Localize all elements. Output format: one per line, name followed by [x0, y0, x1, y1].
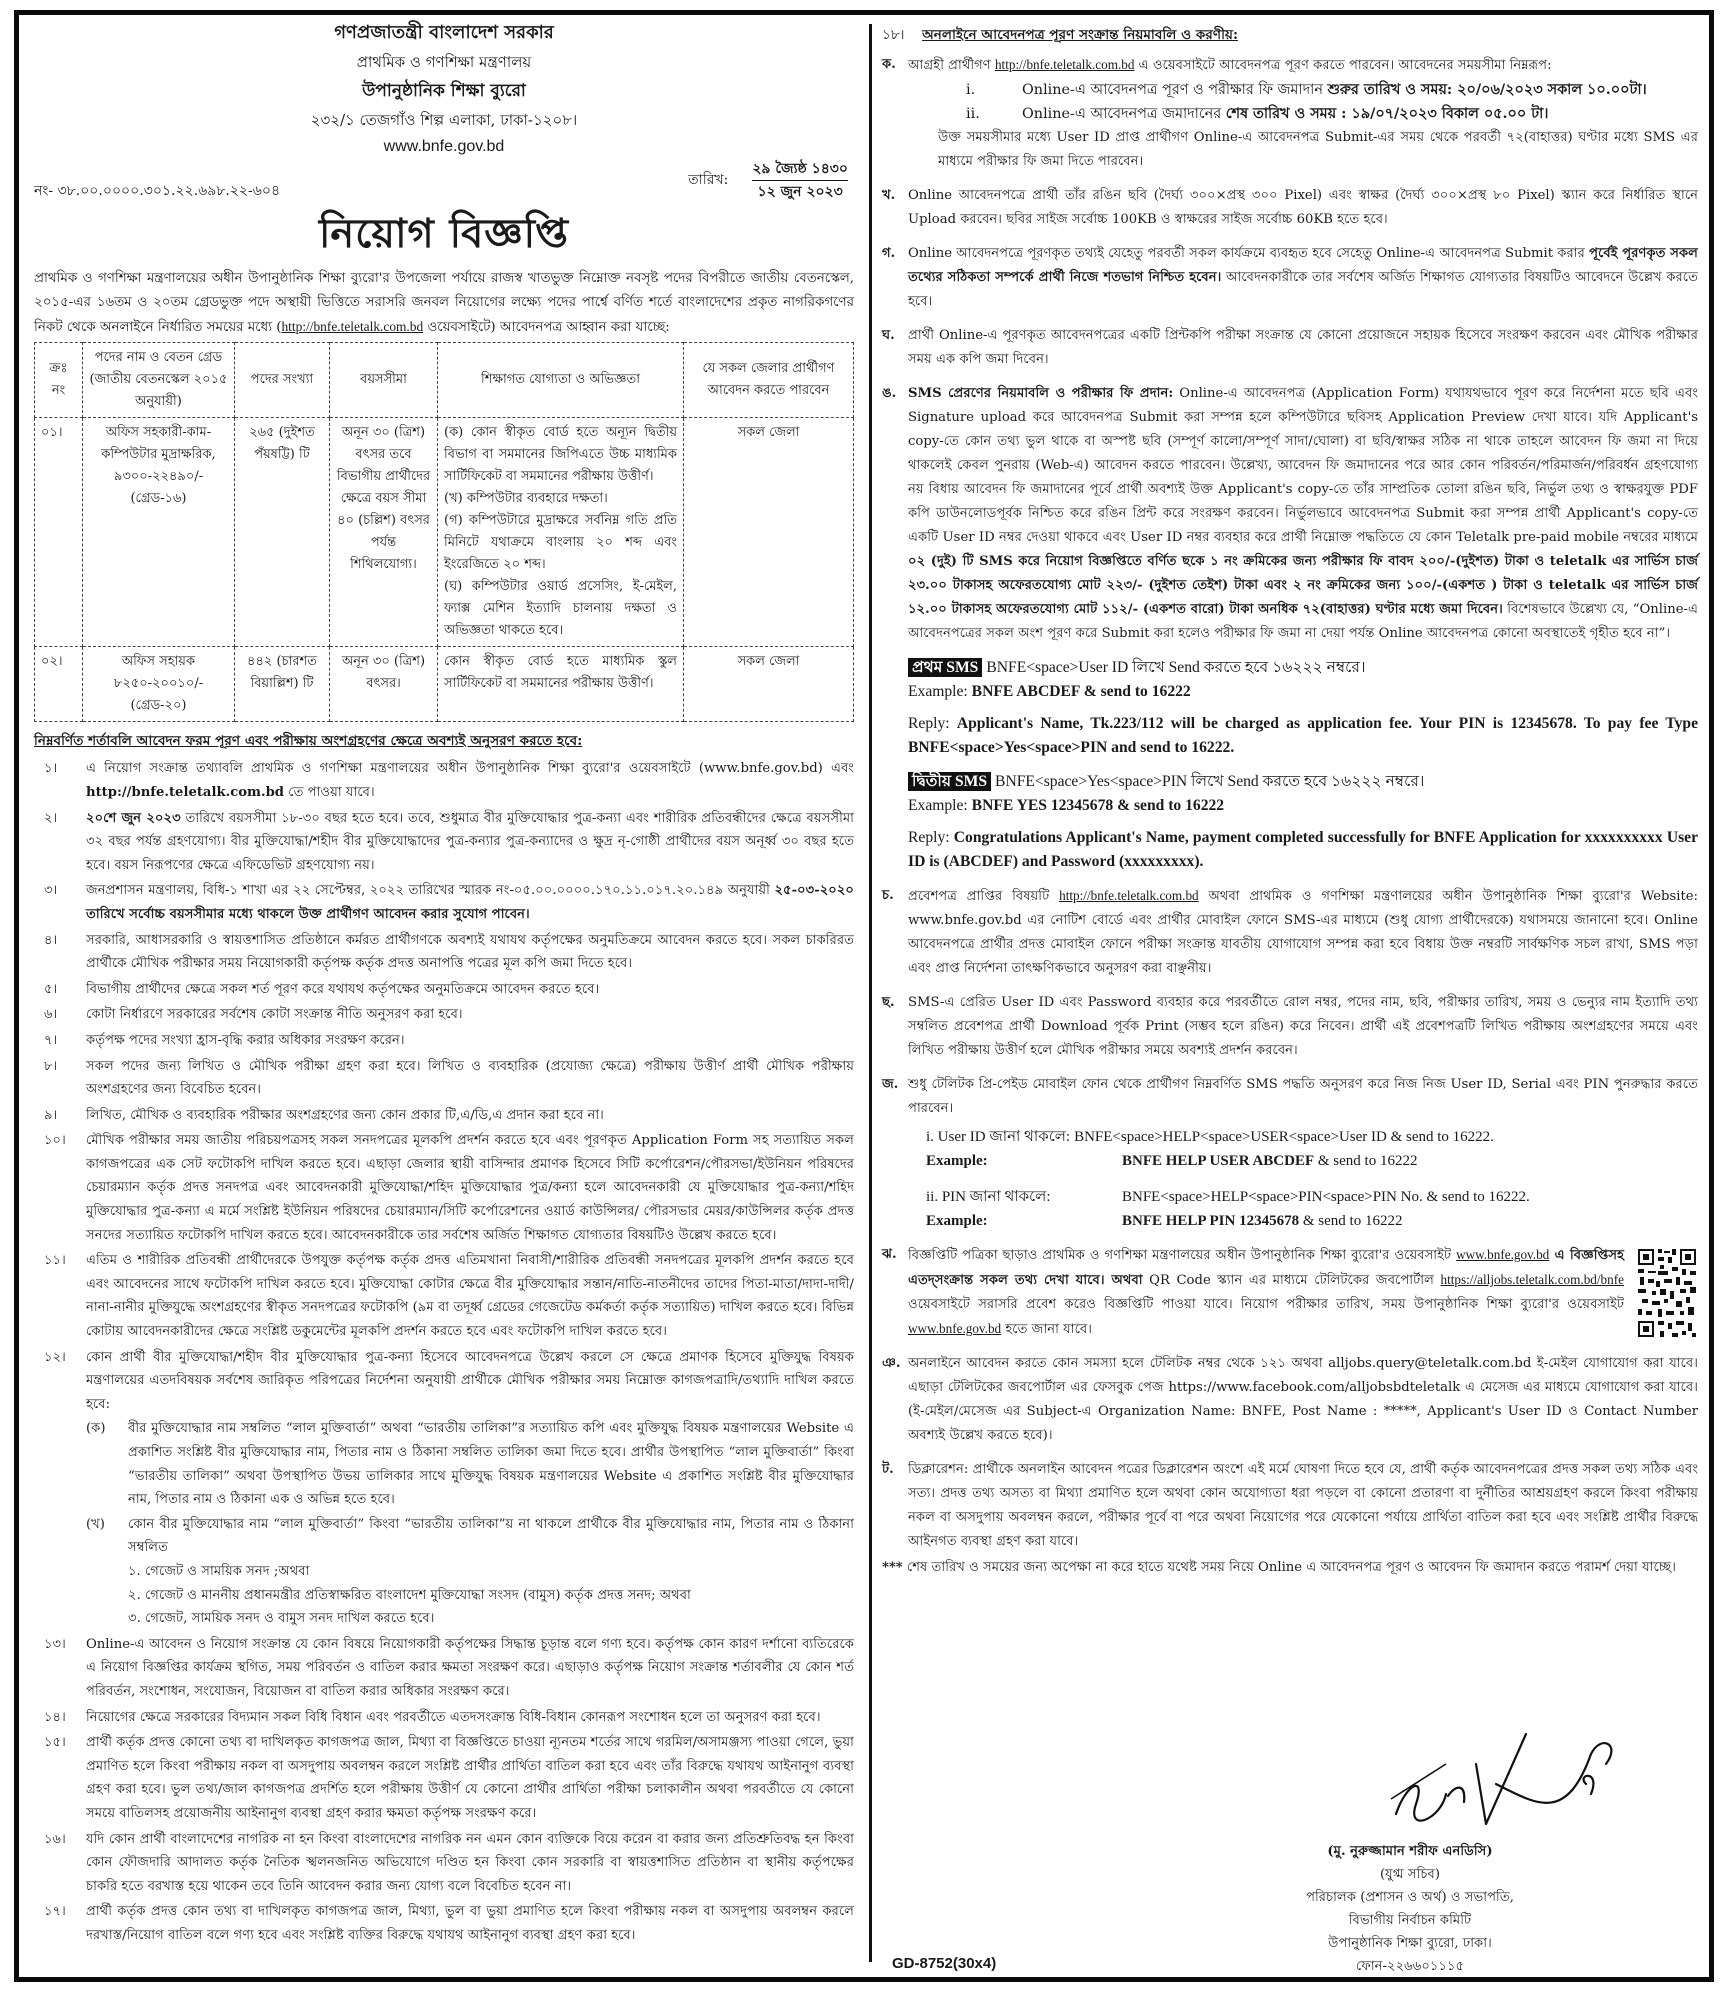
- table-row: [35, 418, 854, 647]
- cell-age: অনূন ৩০ (ত্রিশ) বৎসর।: [330, 647, 438, 722]
- reply-text: Applicant's Name, Tk.223/112 will be charged as application fee. Your PIN is 12345678. To pay fee Type BNFE<space>Yes<space>PIN and send to 16222.: [908, 715, 1698, 757]
- item-number: ১৮।: [882, 27, 905, 43]
- cell-count: ৪৪২ (চারশত বিয়াল্লিশ) টি: [235, 647, 330, 722]
- condition-item: [34, 1003, 854, 1027]
- item-bold-date: ২০শে জুন ২০২৩: [86, 810, 181, 826]
- condition-item: [34, 1731, 854, 1825]
- sub-item-label: (ক): [86, 1421, 106, 1437]
- reply-text: Congratulations Applicant's Name, payment completed successfully for BNFE Application for xxxxxxxxxx User ID is (ABCDEF) and Password (xxxxxxxxx).: [908, 829, 1698, 871]
- online-item-umo: [882, 382, 1698, 646]
- handwritten-signature: [1386, 1724, 1626, 1834]
- item-label: খ.: [882, 188, 896, 204]
- reply-label: Reply:: [908, 829, 950, 847]
- example-label: Example:: [908, 797, 968, 815]
- item-number: ১৫।: [44, 1735, 66, 1751]
- condition-item: [34, 879, 854, 926]
- sms-instruction: BNFE<space>Yes<space>PIN লিখে Send করতে হবে ১৬২২২ নম্বরে।: [995, 773, 1425, 791]
- condition-item: [34, 1029, 854, 1053]
- item-text: তারিখে বয়সসীমা ১৮-৩০ বছর হতে হবে। তবে, শুধুমাত্র বীর মুক্তিযোদ্ধার পুত্র-কন্যা এবং শারীরিক প্রতিবন্ধীদের ক্ষেত্রে বয়সসীমা ৩২ বছর পর্যন্ত গ্রহণযোগ্য। বীর মুক্তিযোদ্ধা/শহীদ বীর মুক্তিযোদ্ধাদের পুত্র-কন্যার পুত্র-কন্যাদের ও ক্ষুদ্র নৃ-গোষ্ঠী প্রার্থীদের বয়স অনূর্ধ্ব ৩০ বছর হতে হবে। বয়স নিরূপণের ক্ষেত্রে এফিডেভিট গ্রহণযোগ্য নয়।: [86, 810, 855, 873]
- item-text: কোটা নির্ধারণে সরকারের সর্বশেষ কোটা সংক্রান্ত নীতি অনুসরণ করা হবে।: [86, 1007, 463, 1023]
- item-text: মৌখিক পরীক্ষার সময় জাতীয় পরিচয়পত্রসহ সকল সনদপত্রের মূলকপি প্রদর্শন করতে হবে এবং পূরণকৃত Application Form সহ সত্যায়িত সকল কাগজপত্রের এক সেট ফটোকপি দাখিল করতে হবে। এছাড়া জেলার স্থায়ী বাসিন্দার প্রমাণক হিসেবে সিটি কর্পোরেশন/পৌরসভা/ইউনিয়ন পরিষদের চেয়ারম্যান কর্তৃক প্রদত্ত সনদপত্র এবং আবেদনকারী মুক্তিযোদ্ধা/শহিদ মুক্তিযোদ্ধার পুত্র/কন্যা হলে আবেদনকারী যে মুক্তিযোদ্ধার পুত্র-কন্যা/শহিদ মুক্তিযোদ্ধার পুত্র-কন্যা এ মর্মে সংশ্লিষ্ট ইউনিয়ন পরিষদের চেয়ারম্যান/সিটি কর্পোরেশনের ওয়ার্ড কাউন্সিলর/ পৌরসভার মেয়র/কাউন্সিলর কর্তৃক প্রদত্ত সনদের সত্যায়িত ফটোকপি দাখিল করতে হবে। আবেদনকারীকে তার সর্বশেষ অর্জিত শিক্ষাগত যোগ্যতার বিষয়টিও উল্লেখ করতে হবে।: [86, 1133, 854, 1243]
- item-label: জ.: [882, 1077, 899, 1093]
- condition-item: [34, 929, 854, 976]
- table-header-row: [35, 343, 854, 418]
- qr-code-icon[interactable]: [1636, 1247, 1698, 1339]
- qualification-line: (ক) কোন স্বীকৃত বোর্ড হতে অন্যূন দ্বিতীয় বিভাগ বা সমমানের জিপিএতে উচ্চ মাধ্যমিক সার্টিফিকেট বা সমমানের পরীক্ষায় উত্তীর্ণ।: [444, 425, 677, 484]
- help-pin-example: [882, 1209, 1698, 1233]
- item-number: ৭।: [44, 1032, 58, 1048]
- item-bold-text: ২৫-০৩-২০২০ তারিখে সর্বোচ্চ বয়সসীমার মধ্যে থাকলে উক্ত প্রার্থীগণ আবেদন করার সুযোগ পাবেন।: [86, 883, 854, 922]
- memo-row: [34, 158, 854, 203]
- cell-post: অফিস সহকারী-কাম-কম্পিউটার মুদ্রাক্ষরিক, ৯৩০০-২২৪৯০/- (গ্রেড-১৬): [83, 418, 235, 647]
- condition-item: [34, 757, 854, 804]
- condition-item: [34, 1346, 854, 1631]
- government-name: গণপ্রজাতন্ত্রী বাংলাদেশ সরকার: [334, 22, 554, 43]
- item-number: ১২।: [44, 1349, 66, 1365]
- alljobs-link[interactable]: https://alljobs.teletalk.com.bd/bnfe: [1440, 1272, 1624, 1288]
- item-label: ক.: [882, 57, 896, 73]
- item-bold-text: এ বিজ্ঞপ্তিসহ এতদ্‌সংক্রান্ত সকল তথ্য দেখা যাবে। অথবা: [908, 1248, 1624, 1289]
- bnfe-website-link[interactable]: www.bnfe.gov.bd: [908, 1321, 1002, 1337]
- intro-text-tail: ওয়েবসাইটে) আবেদনপত্র আহ্বান করা যাচ্ছে:: [423, 320, 670, 335]
- item-text: শুধু টেলিটক প্রি-পেইড মোবাইল ফোন থেকে প্রার্থীগণ নিম্নবর্ণিত SMS পদ্ধতি অনুসরণ করে নিজ নিজ User ID, Serial এবং PIN পুনরুদ্ধার করতে পারবেন।: [908, 1077, 1698, 1117]
- bureau-name: উপানুষ্ঠানিক শিক্ষা ব্যুরো: [362, 81, 526, 101]
- condition-item: [34, 1129, 854, 1247]
- signatory-block: [1130, 1840, 1690, 1978]
- online-item-ka: [882, 53, 1698, 174]
- cell-count: ২৬৫ (দুইশত পঁয়ষট্টি) টি: [235, 418, 330, 647]
- first-sms-tag: প্রথম SMS: [908, 658, 982, 677]
- reply-label: Reply:: [908, 715, 950, 733]
- online-item-jha: [882, 1243, 1698, 1342]
- qualification-line: (খ) কম্পিউটার ব্যবহারে দক্ষতা।: [444, 491, 608, 506]
- item-label: ছ.: [882, 995, 895, 1011]
- cell-qualification: [438, 647, 684, 722]
- section-title: অনলাইনে আবেদনপত্র পূরণ সংক্রান্ত নিয়মাবলি ও করণীয়:: [922, 27, 1238, 43]
- intro-text: প্রাথমিক ও গণশিক্ষা মন্ত্রণালয়ের অধীন উপানুষ্ঠানিক শিক্ষা ব্যুরো'র উপজেলা পর্যায়ে রাজস্ব খাতভুক্ত নিম্নোক্ত নবসৃষ্ট পদের বিপরীতে জাতীয় বেতনস্কেল, ২০১৫-এর ১৬তম ও ২০তম গ্রেডভুক্ত পদে অস্থায়ী ভিত্তিতে সরাসরি জনবল নিয়োগের লক্ষ্যে পদের পার্শ্বে বর্ণিত শর্তে বাংলাদেশের প্রকৃত নাগরিকগণের নিকট থেকে অনলাইনে নির্ধারিত সময়ের মধ্যে (: [34, 271, 854, 335]
- date-label: তারিখ:: [688, 172, 729, 189]
- item-text: প্রার্থী Online-এ পূরণকৃত আবেদনপত্রের একটি প্রিন্টকপি পরীক্ষা সংক্রান্ত যে কোনো প্রয়োজনে সহায়ক হিসেবে সংরক্ষণ করবেন এবং মৌখিক পরীক্ষার সময় এক কপি জমা দিবেন।: [908, 328, 1698, 368]
- item-number: ১৪।: [44, 1709, 66, 1725]
- start-date-text: Online-এ আবেদনপত্র পূরণ ও পরীক্ষার ফি জমাদান: [1022, 82, 1328, 99]
- item-number: ১৩।: [44, 1636, 66, 1652]
- online-item-gha: [882, 324, 1698, 372]
- condition-item: [34, 1104, 854, 1128]
- item-text: বিভাগীয় প্রার্থীদের ক্ষেত্রে সকল শর্ত পূরণ করে যথাযথ কর্তৃপক্ষের অনুমতিক্রমে আবেদন করতে হবে।: [86, 981, 600, 997]
- example-command: BNFE YES 12345678 & send to 16222: [971, 797, 1225, 815]
- ministry-name: প্রাথমিক ও গণশিক্ষা মন্ত্রণালয়: [356, 53, 532, 71]
- qualification-line: কোন স্বীকৃত বোর্ড হতে মাধ্যমিক স্কুল সার্টিফিকেট বা সমমানের পরীক্ষায় উত্তীর্ণ।: [444, 654, 677, 691]
- item-label: ঘ.: [882, 328, 895, 344]
- item-text: প্রার্থী কর্তৃক প্রদত্ত কোনো তথ্য বা দাখিলকৃত কাগজপত্র জাল, মিথ্যা বা বিজ্ঞপ্তিতে চাওয়া ন্যূনতম শর্তের সাথে গরমিল/অসামঞ্জস্য পাওয়া গেলে, ভুয়া প্রমাণিত হলে কিংবা পরীক্ষায় নকল বা অসদুপায় অবলম্বন করলে সংশ্লিষ্ট প্রার্থীর প্রার্থিতা বাতিল করা হবে এবং তাঁর বিরুদ্ধে যথাযথ আইনানুগ ব্যবস্থা গ্রহণ করা হবে। ভুল তথ্য/জাল কাগজপত্র প্রদর্শিত হলে পরীক্ষায় উত্তীর্ণ যে কোনো প্রার্থীর প্রার্থিতা পরীক্ষা চলাকালীন অথবা পরবর্তীতে যে কোনো সময়ে বাতিলসহ প্রয়োজনীয় আইনানুগ ব্যবস্থা গ্রহণ করার ক্ষমতা কর্তৃপক্ষ সংরক্ষণ করে।: [86, 1735, 854, 1821]
- item-text: অনলাইনে আবেদন করতে কোন সমস্যা হলে টেলিটক নম্বর থেকে ১২১ অথবা alljobs.query@teletalk.com.bd ই-মেইল যোগাযোগ করা যাবে। এছাড়া টেলিটকের জবপোর্টাল এর ফেসবুক পেজ https://www.facebook.com/alljobsbdteletalk এ মেসেজ এর মাধ্যমে যোগাযোগ করা যাবে। (ই-মেইল/মেসেজ এর Subject-এ Organization Name: BNFE, Post Name : *****, Applicant's User ID ও Contact Number অবশ্যই উল্লেখ করতে হবে)।: [908, 1356, 1698, 1444]
- item-number: ৫।: [44, 981, 58, 997]
- item-label: চ.: [882, 888, 894, 904]
- stars-marker: ***: [882, 1560, 903, 1576]
- cell-serial: ০১।: [35, 418, 83, 647]
- item-label: ঙ.: [882, 386, 897, 402]
- teletalk-link[interactable]: http://bnfe.teletalk.com.bd: [281, 319, 424, 334]
- col-header-post: পদের নাম ও বেতন গ্রেড (জাতীয় বেতনস্কেল ২০১৫ অনুযায়ী): [83, 343, 235, 418]
- item-bold-text: SMS প্রেরণের নিয়মাবলি ও পরীক্ষার ফি প্রদান:: [908, 386, 1174, 402]
- roman-label: i.: [966, 82, 976, 99]
- item-text: সকল পদের জন্য লিখিত ও মৌখিক পরীক্ষা গ্রহণ করা হবে। লিখিত ও ব্যবহারিক (প্রযোজ্য ক্ষেত্রে) পরীক্ষায় উত্তীর্ণ প্রার্থী মৌখিক পরীক্ষায় অংশগ্রহণের জন্য বিবেচিত হবেন।: [86, 1058, 854, 1098]
- signatory-rank: (যুগ্ম সচিব): [1380, 1867, 1440, 1882]
- teletalk-link[interactable]: http://bnfe.teletalk.com.bd: [994, 57, 1135, 73]
- item-text: Online আবেদনপত্রে পূরণকৃত তথ্যই যেহেতু পরবর্তী সকল কার্যক্রমে ব্যবহৃত হবে সেহেতু Online-এ আবেদনপত্র Submit করার: [908, 246, 1590, 262]
- signatory-phone: ফোন-২২৬৬০১১১৫: [1355, 1959, 1465, 1974]
- col-header-districts: যে সকল জেলার প্রার্থীগণ আবেদন করতে পারবেন: [684, 343, 854, 418]
- notice-title: নিয়োগ বিজ্ঞপ্তি: [318, 210, 569, 257]
- item-text: প্রবেশপত্র প্রাপ্তির বিষয়টি: [908, 889, 1060, 905]
- item-number: ১৬।: [44, 1831, 66, 1847]
- online-item-ja: [882, 1073, 1698, 1121]
- item-text: সরকারি, আধাসরকারি ও স্বায়ত্তশাসিত প্রতিষ্ঠানে কর্মরত প্রার্থীগণকে অবশ্যই যথাযথ কর্তৃপক্ষের অনুমতিক্রমে আবেদন করতে হবে। সকল চাকরিরত প্রার্থীকে মৌখিক পরীক্ষার সময় নিয়োগকারী কর্তৃপক্ষ কর্তৃক প্রদত্ত অনাপত্তি পত্রের মূল কপি জমা দিতে হবে।: [86, 932, 854, 972]
- item-bold-text: পূর্বেই পূরণকৃত সকল তথ্যের সঠিকতা সম্পর্কে প্রার্থী নিজে শতভাগ নিশ্চিত হবেন।: [908, 246, 1698, 286]
- condition-item: [34, 1249, 854, 1343]
- letterhead: [34, 18, 854, 160]
- gd-code: GD-8752(30x4): [892, 1955, 997, 1972]
- online-item-ga: [882, 242, 1698, 314]
- table-row: [35, 647, 854, 722]
- cell-serial: ০২।: [35, 647, 83, 722]
- item-text-tail: আবেদনকারীকে তার সর্বশেষ অর্জিত শিক্ষাগত যোগ্যতার বিষয়টিও আবেদনে উল্লেখ করতে হবে।: [908, 270, 1698, 310]
- item-number: ২।: [44, 810, 58, 826]
- sub-item-text: বীর মুক্তিযোদ্ধার নাম সম্বলিত “লাল মুক্তিবার্তা” অথবা “ভারতীয় তালিকা”র সত্যায়িত কপি এবং মুক্তিযুদ্ধ বিষয়ক মন্ত্রণালয়ের Website এ প্রকাশিত সংশ্লিষ্ট বীর মুক্তিযোদ্ধার নাম, পিতার নাম ও ঠিকানা সম্বলিত তালিকা জমা দিতে হবে। প্রার্থীর উপস্থাপিত “লাল মুক্তিবার্তা” কিংবা “ভারতীয় তালিকা” অথবা উপস্থাপিত উভয় তালিকার সাথে মুক্তিযুদ্ধ বিষয়ক মন্ত্রণালয়ের Website এ প্রকাশিত সংশ্লিষ্ট বীর মুক্তিযোদ্ধার নাম, পিতার নাম ও ঠিকানা এক ও অভিন্ন হতে হবে।: [128, 1421, 854, 1508]
- item-text: কোন প্রার্থী বীর মুক্তিযোদ্ধা/শহীদ বীর মুক্তিযোদ্ধার পুত্র-কন্যা হিসেবে আবেদনপত্রে উল্লেখ করলে সে ক্ষেত্রে প্রমাণক হিসেবে মুক্তিযুদ্ধ বিষয়ক মন্ত্রণালয়ের এতদবিষয়ক সর্বশেষ জারিকৃত পরিপত্রের নির্দেশনা অনুযায়ী প্রার্থীকে মৌখিক পরীক্ষার সময় নিম্নোক্ত কাগজপত্রাদি/তথ্যাদি দাখিল করতে হবে:: [86, 1349, 854, 1412]
- cell-districts: সকল জেলা: [684, 647, 854, 722]
- example-label: Example:: [908, 683, 968, 701]
- help-pin-row: [882, 1185, 1698, 1209]
- item-text: Online-এ আবেদন ও নিয়োগ সংক্রান্ত যে কোন বিষয়ে নিয়োগকারী কর্তৃপক্ষের সিদ্ধান্ত চূড়ান্ত বলে গণ্য হবে। কর্তৃপক্ষ কোন কারণ দর্শানো ব্যতিরেকে এ নিয়োগ বিজ্ঞপ্তির কার্যক্রম স্থগিত, সময় পরিবর্তন ও বাতিল করার ক্ষমতা সংরক্ষণ করে। এছাড়াও কর্তৃপক্ষ নিয়োগ সংক্রান্ত শর্তাবলীর যে কোন শর্ত পরিবর্তন, সংশোধন, সংযোজন, বিয়োজন বা বাতিল করার অধিকার সংরক্ষণ করে।: [86, 1636, 854, 1699]
- item-number: ৮।: [44, 1058, 58, 1074]
- sub-point: ২. গেজেট ও মাননীয় প্রধানমন্ত্রীর প্রতিস্বাক্ষরিত বাংলাদেশ মুক্তিযোদ্ধা সংসদ (বামুস) কর্তৃক প্রদত্ত সনদ; অথবা: [128, 1587, 691, 1603]
- condition-item: [34, 1633, 854, 1704]
- help-command: BNFE<space>HELP<space>USER<space>User ID & send to 16222.: [1074, 1129, 1494, 1146]
- item-text-tail: বিশেষভাবে উল্লেখ্য যে, “Online-এ আবেদনপত্রের সকল অংশ পূরণ করে Submit করা হলেও পরীক্ষার ফি জমা না দেয়া পর্যন্ত Online আবেদনপত্র কোনো অবস্থাতেই গৃহীত হবে না”।: [908, 602, 1699, 642]
- left-column: [34, 18, 854, 1949]
- cell-age: অনূন ৩০ (ত্রিশ) বৎসর তবে বিভাগীয় প্রার্থীদের ক্ষেত্রে বয়স সীমা ৪০ (চল্লিশ) বৎসর পর্যন্ত শিথিলযোগ্য।: [330, 418, 438, 647]
- condition-item: [34, 1900, 854, 1947]
- help-user-id-row: [882, 1125, 1698, 1149]
- online-item-cha: [882, 884, 1698, 981]
- right-column: [882, 18, 1698, 1580]
- help-command: BNFE<space>HELP<space>PIN<space>PIN No. & send to 16222.: [1122, 1189, 1530, 1206]
- office-website: www.bnfe.gov.bd: [383, 138, 505, 155]
- item-text: বিজ্ঞপ্তিটি পত্রিকা ছাড়াও প্রাথমিক ও গণশিক্ষা মন্ত্রণালয়ের অধীন উপানুষ্ঠানিক শিক্ষা ব্যুরো'র ওয়েবসাইট: [908, 1248, 1457, 1264]
- date-block: [688, 158, 848, 203]
- help-label: i. User ID জানা থাকলে:: [926, 1129, 1071, 1146]
- second-sms-block: [882, 770, 1698, 874]
- sub-point: ১. গেজেট ও সাময়িক সনদ ;অথবা: [128, 1563, 310, 1579]
- item-text: জনপ্রশাসন মন্ত্রণালয়, বিধি-১ শাখা এর ২২ সেপ্টেম্বর, ২০২২ তারিখের স্মারক নং-০৫.০০.০০০০.১৭০.১১.০১৭.২০.১৪৯ অনুযায়ী: [86, 883, 775, 899]
- item-text: লিখিত, মৌখিক ও ব্যবহারিক পরীক্ষার অংশগ্রহণের জন্য কোন প্রকার টি,এ/ডি,এ প্রদান করা হবে না।: [86, 1107, 604, 1123]
- item-label: ঝ.: [882, 1247, 897, 1263]
- item-text: যদি কোন প্রার্থী বাংলাদেশের নাগরিক না হন কিংবা বাংলাদেশের নাগরিক নন এমন কোন ব্যক্তিকে বিয়ে করেন বা করার জন্য প্রতিশ্রুতিবদ্ধ হন কিংবা কোন ফৌজদারি আদালত কর্তৃক নৈতিক স্খলনজনিত অভিযোগে দণ্ডিত হন কিংবা কোন সরকারি বা স্বায়ত্তশাসিত প্রতিষ্ঠান বা স্থানীয় কর্তৃপক্ষের চাকরি হতে বরখাস্ত হয়ে থাকেন তবে তিনি আবেদন করার জন্য যোগ্য বলে বিবেচিত হবেন না।: [86, 1831, 854, 1894]
- deadline-note: উক্ত সময়সীমার মধ্যে User ID প্রাপ্ত প্রার্থীগণ Online-এ আবেদনপত্র Submit-এর সময় থেকে পরবর্তী ৭২(বাহাত্তর) ঘণ্টার মধ্যে SMS এর মাধ্যমে পরীক্ষার ফি জমা দিতে পারবেন।: [938, 130, 1698, 170]
- cell-districts: সকল জেলা: [684, 418, 854, 647]
- fee-details: ০২ (দুই) টি SMS করে নিয়োগ বিজ্ঞপ্তিতে বর্ণিত ছকে ১ নং ক্রমিকের জন্য পরীক্ষার ফি বাবদ ২০০/-(দুইশত) টাকা ও teletalk এর সার্ভিস চার্জ ২৩.০০ টাকাসহ অফেরতযোগ্য মোট ২২৩/- (দুইশত তেইশ) টাকা এবং ২ নং ক্রমিকের জন্য ১০০/-(একশত ) টাকা ও teletalk এর সার্ভিস চার্জ ১২.০০ টাকাসহ অফেরতযোগ্য মোট ১১২/- (একশত বারো) টাকা অনধিক ৭২(বাহাত্তর) ঘণ্টার মধ্যে জমা দিবেন।: [908, 554, 1698, 618]
- sms-instruction: BNFE<space>User ID লিখে Send করতে হবে ১৬২২২ নম্বরে।: [986, 659, 1366, 677]
- condition-item: [34, 807, 854, 878]
- example-command: BNFE ABCDEF & send to 16222: [971, 683, 1191, 701]
- example-command: BNFE HELP USER ABCDEF: [1122, 1153, 1315, 1170]
- example-command: BNFE HELP PIN 12345678: [1122, 1213, 1300, 1230]
- signatory-office: উপানুষ্ঠানিক শিক্ষা ব্যুরো, ঢাকা।: [1328, 1936, 1492, 1951]
- condition-item: [34, 1055, 854, 1102]
- item-text-tail: এ ওয়েবসাইটে আবেদনপত্র পূরণ করতে পারবেন। আবেদনের সময়সীমা নিম্নরূপ:: [1134, 58, 1552, 74]
- qualification-line: (ঘ) কম্পিউটার ওয়ার্ড প্রসেসিং, ই-মেইল, ফ্যাক্স মেশিন ইত্যাদি চালনায় দক্ষতা ও অভিজ্ঞতা থাকতে হবে।: [444, 579, 677, 638]
- online-item-ta: [882, 1458, 1698, 1554]
- item-number: ৯।: [44, 1107, 58, 1123]
- posts-table: [34, 342, 854, 722]
- sub-point: ৩. গেজেট, সাময়িক সনদ ও বামুস সনদ দাখিল করতে হবে।: [128, 1611, 435, 1627]
- cell-qualification: [438, 418, 684, 647]
- item-text: কর্তৃপক্ষ পদের সংখ্যা হ্রাস-বৃদ্ধি করার অধিকার সংরক্ষণ করেন।: [86, 1032, 405, 1048]
- example-label: Example:: [926, 1213, 988, 1230]
- item-number: ৪।: [44, 932, 58, 948]
- col-header-serial: ক্রঃ নং: [35, 343, 83, 418]
- item-text: Online আবেদনপত্রে প্রার্থী তাঁর রঙিন ছবি (দৈর্ঘ্য ৩০০×প্রস্থ ৩০০ Pixel) এবং স্বাক্ষর (দৈর্ঘ্য ৩০০×প্রস্থ ৮০ Pixel) স্ক্যান করে নির্ধারিত স্থানে Upload করবেন। ছবির সাইজ সর্বোচ্চ 100KB ও স্বাক্ষরের সাইজ সর্বোচ্চ 60KB হতে হবে।: [908, 188, 1698, 228]
- online-item-chha: [882, 991, 1698, 1063]
- intro-paragraph: [34, 267, 854, 340]
- item-text: প্রার্থী কর্তৃক প্রদত্ত কোন তথ্য বা দাখিলকৃত কাগজপত্র জাল, মিথ্যা, ভুল বা ভুয়া প্রমাণিত হলে কিংবা পরীক্ষায় নকল বা অসদুপায় অবলম্বন করলে দরখাস্ত/নিয়োগ বাতিল বলে গণ্য হবে এবং সংশ্লিষ্ট ব্যক্তির বিরুদ্ধে যথাযথ আইনানুগ ব্যবস্থা গ্রহণ করা হবে।: [86, 1904, 854, 1943]
- item-number: ১১।: [44, 1253, 66, 1269]
- item-text: আগ্রহী প্রার্থীগণ: [908, 58, 995, 74]
- online-section-heading: [882, 24, 1698, 47]
- end-date-line: [908, 102, 1698, 126]
- qualification-line: (গ) কম্পিউটারে মুদ্রাক্ষরে সর্বনিম্ন গতি প্রতি মিনিটে যথাক্রমে বাংলায় ২০ শব্দ এবং ইংরেজিতে ২০ শব্দ।: [444, 513, 677, 572]
- item-text-tail: হতে জানা যাবে।: [1001, 1322, 1092, 1338]
- sub-item-label: (খ): [86, 1516, 105, 1532]
- help-user-id-example: [882, 1149, 1698, 1173]
- item-label: ঞ.: [882, 1356, 901, 1372]
- first-sms-block: [882, 656, 1698, 760]
- second-sms-tag: দ্বিতীয় SMS: [908, 772, 991, 791]
- conditions-heading: নিম্নবর্ণিত শর্তাবলি আবেদন ফরম পূরণ এবং পরীক্ষায় অংশগ্রহণের ক্ষেত্রে অবশ্যই অনুসরণ করতে হবে:: [34, 733, 583, 749]
- item-number: ১৭।: [44, 1904, 66, 1920]
- item-number: ১।: [44, 761, 58, 777]
- roman-label: ii.: [966, 106, 980, 123]
- item-number: ৬।: [44, 1007, 58, 1023]
- example-tail: & send to 16222: [1314, 1153, 1418, 1170]
- item-label: ট.: [882, 1462, 894, 1478]
- item-number: ৩।: [44, 883, 58, 899]
- item-text-mid: QR Code স্ক্যান এর মাধ্যমে টেলিটকের জবপোর্টাল: [1142, 1273, 1441, 1289]
- online-item-nya: [882, 1352, 1698, 1448]
- item-text: নিয়োগের ক্ষেত্রে সরকারের বিদ্যমান সকল বিধি বিধান এবং পরবর্তীতে এতদসংক্রান্ত বিধি-বিধান কোনরূপ সংশোধন হলে তা অনুসরণ করা হবে।: [86, 1709, 821, 1725]
- end-date-text: Online-এ আবেদনপত্র জমাদানের: [1022, 106, 1226, 123]
- cell-post: অফিস সহায়ক ৮২৫০-২০০১০/- (গ্রেড-২০): [83, 647, 235, 722]
- date-gregorian: ১২ জুন ২০২৩: [757, 184, 843, 200]
- item-label: গ.: [882, 246, 896, 262]
- signatory-name: (মু. নুরুজ্জামান শরীফ এনডিসি): [1327, 1844, 1493, 1859]
- help-label: ii. PIN জানা থাকলে:: [926, 1189, 1051, 1206]
- col-header-age: বয়সসীমা: [330, 343, 438, 418]
- condition-item: [34, 1706, 854, 1730]
- item-text: এ নিয়োগ সংক্রান্ত তথ্যাবলি প্রাথমিক ও গণশিক্ষা মন্ত্রণালয়ের অধীন উপানুষ্ঠানিক শিক্ষা ব্যুরো'র ওয়েবসাইটে (www.bnfe.gov.bd) এবং: [86, 761, 854, 777]
- item-text: এতিম ও শারীরিক প্রতিবন্ধী প্রার্থীদেরকে উপযুক্ত কর্তৃপক্ষ কর্তৃক প্রদত্ত এতিমখানা নিবাসী/শারীরিক প্রতিবন্ধী সনদপত্রের মূলকপি প্রদর্শন করতে হবে এবং আবেদনের সাথে ফটোকপি দাখিল করতে হবে। মুক্তিযোদ্ধা কোটার ক্ষেত্রে বীর মুক্তিযোদ্ধার সন্তান/নাতি-নাতনীদের তাদের পিতা-মাতা/দাদা-দাদী/নানা-নানীর মুক্তিযুদ্ধে অংশগ্রহণের স্বীকৃত সনদপত্রের ফটোকপি (৯ম বা তদূর্ধ্ব গ্রেডের গেজেটেড কর্মকর্তা কর্তৃক সত্যায়িত) দাখিল করতে হবে। বিভিন্ন কোটায় আবেদনকারীদের ক্ষেত্রে সংশ্লিষ্ট ডকুমেন্টের মূলকপি প্রদর্শন করতে হবে এবং ফটোকপি দাখিল করতে হবে।: [86, 1253, 854, 1340]
- online-item-kha: [882, 184, 1698, 232]
- office-address: ২৩২/১ তেজগাঁও শিল্প এলাকা, ঢাকা-১২০৮।: [310, 111, 578, 129]
- item-text: Online-এ আবেদনপত্র (Application Form) যথাযথভাবে পূরণ করে নির্দেশনা মতে ছবি এবং Signature upload করে আবেদনপত্র Submit করা সম্পন্ন হলে কম্পিউটারে ছবিসহ Application Preview দেখা যাবে। যদি Applicant's copy-তে কোন তথ্য ভুল থাকে বা অস্পষ্ট ছবি (সম্পূর্ণ কালো/সম্পূর্ণ সাদা/ঘোলা) বা ছবি/স্বাক্ষর সঠিক না থাকে তাহলে আবেদন ফি জমা না দিয়ে থাকলেই কেবল পুনরায় (Web-এ) আবেদন করতে পারবেন। উল্লেখ্য, আবেদন ফি জমাদানের পরে আর কোন পরিবর্তন/পরিমার্জন/পরিবর্ধন গ্রহণযোগ্য নয় বিধায় আবেদন ফি জমাদানের পূর্বে প্রার্থী অবশ্যই উক্ত Applicant's copy-তে তাঁর সাম্প্রতিক তোলা রঙিন ছবি, নির্ভুল তথ্য ও স্বাক্ষরযুক্ত PDF কপি ডাউনলোডপূর্বক নিশ্চিত করে রঙিন প্রিন্ট করে সংরক্ষণ করবেন। নির্ভুলভাবে আবেদনপত্র Submit করা সম্পন্ন প্রার্থী Applicant's copy-তে একটি User ID নম্বর দেওয়া থাকবে এবং User ID নম্বর ব্যবহার করে প্রার্থী নিম্নোক্ত পদ্ধতিতে যে কোন Teletalk pre-paid mobile নম্বরের মাধ্যমে: [908, 386, 1698, 546]
- condition-item: [34, 1828, 854, 1899]
- col-header-count: পদের সংখ্যা: [235, 343, 330, 418]
- item-text-tail: তে পাওয়া যাবে।: [284, 784, 375, 800]
- example-tail: & send to 16222: [1299, 1213, 1403, 1230]
- final-advice-note: [882, 1556, 1698, 1580]
- column-divider: [869, 24, 872, 1962]
- item-text-mid2: ওয়েবসাইটে সরাসরি প্রবেশ করেও বিজ্ঞপ্তিটি পাওয়া যাবে। নিয়োগ পরীক্ষার তারিখ, সময় উপানুষ্ঠানিক শিক্ষা ব্যুরো'র ওয়েবসাইট: [908, 1297, 1624, 1313]
- end-date-value: শেষ তারিখ ও সময় : ১৯/০৭/২০২৩ বিকাল ০৫.০০ টা।: [1225, 105, 1549, 123]
- signatory-committee: বিভাগীয় নির্বাচন কমিটি: [1348, 1913, 1472, 1928]
- start-date-line: [908, 78, 1698, 102]
- item-text: SMS-এ প্রেরিত User ID এবং Password ব্যবহার করে পরবর্তীতে রোল নম্বর, পদের নাম, ছবি, পরীক্ষার তারিখ, সময় ও ভেন্যুর নাম ইত্যাদি তথ্য সম্বলিত প্রবেশপত্র প্রার্থী Download পূর্বক Print (সম্ভব হলে রঙিন) করে নিবেন। প্রার্থী এই প্রবেশপত্রটি লিখিত পরীক্ষায় অংশগ্রহণের সময়ে এবং লিখিত পরীক্ষায় উত্তীর্ণ হলে মৌখিক পরীক্ষার সময়ে অবশ্যই প্রদর্শন করবেন।: [908, 995, 1698, 1059]
- memo-number: নং- ৩৮.০০.০০০০.৩০১.২২.৬৯৮.২২-৬০৪: [34, 182, 281, 199]
- sub-item: [86, 1513, 854, 1560]
- teletalk-link[interactable]: http://bnfe.teletalk.com.bd: [86, 784, 285, 800]
- col-header-qualification: শিক্ষাগত যোগ্যতা ও অভিজ্ঞতা: [438, 343, 684, 418]
- item-text-tail: অথবা প্রাথমিক ও গণশিক্ষা মন্ত্রণালয়ের অধীন উপানুষ্ঠানিক শিক্ষা ব্যুরো'র Website: www.bnfe.gov.bd এর নোটিশ বোর্ডে এবং প্রার্থীর মোবাইল ফোনে SMS-এর মাধ্যমে (শুধু যোগ্য প্রার্থীদেরকে) যথাসময়ে জানানো হবে। Online আবেদনপত্রে প্রার্থীর প্রদত্ত মোবাইল ফোনে পরীক্ষা সংক্রান্ত যাবতীয় যোগাযোগ সম্পন্ন করা হবে বিধায় উক্ত নম্বরটি সার্বক্ষণিক সচল রাখা, SMS পড়া এবং প্রাপ্ত নির্দেশনা তাৎক্ষণিকভাবে অনুসরণ করা বাঞ্ছনীয়।: [908, 889, 1698, 977]
- item-text: ডিক্লারেশন: প্রার্থীকে অনলাইন আবেদন পত্রের ডিক্লারেশন অংশে এই মর্মে ঘোষণা দিতে হবে যে, প্রার্থী কর্তৃক আবেদনপত্রের প্রদত্ত সকল তথ্য সঠিক এবং সত্য। প্রদত্ত তথ্য অসত্য বা মিথ্যা প্রমাণিত হলে অথবা কোন অযোগ্যতা ধরা পড়লে বা কোনো প্রতারণা বা দুর্নীতির আশ্রয়গ্রহণ করলে কিংবা পরীক্ষায় নকল বা অসদুপায় অবলম্বন করলে, পরীক্ষার পূর্বে বা পরে অথবা নিয়োগের পরে যেকোনো পর্যায়ে প্রার্থিতা বাতিল করা হবে এবং সংশ্লিষ্ট প্রার্থীর বিরুদ্ধে আইনগত ব্যবস্থা গ্রহণ করা যাবে।: [908, 1462, 1698, 1550]
- sub-item: [86, 1417, 854, 1511]
- bnfe-website-link[interactable]: www.bnfe.gov.bd: [1456, 1247, 1550, 1263]
- start-date-value: শুরুর তারিখ ও সময়: ২০/০৬/২০২৩ সকাল ১০.০০টা।: [1327, 81, 1647, 99]
- signatory-designation: পরিচালক (প্রশাসন ও অর্থ) ও সভাপতি,: [1306, 1890, 1514, 1905]
- advice-text: শেষ তারিখ ও সময়ের জন্য অপেক্ষা না করে হাতে যথেষ্ট সময় নিয়ে Online এ আবেদনপত্র পূরণ ও আবেদন ফি জমাদান করতে পরামর্শ দেয়া যাচ্ছে।: [902, 1560, 1676, 1576]
- sub-item-text: কোন বীর মুক্তিযোদ্ধার নাম “লাল মুক্তিবার্তা” কিংবা “ভারতীয় তালিকা”য় না থাকলে প্রার্থীকে বীর মুক্তিযোদ্ধার নাম, পিতার নাম ও ঠিকানা সম্বলিত: [128, 1516, 854, 1556]
- condition-item: [34, 978, 854, 1002]
- teletalk-link[interactable]: http://bnfe.teletalk.com.bd: [1059, 888, 1199, 904]
- example-label: Example:: [926, 1153, 988, 1170]
- item-number: ১০।: [44, 1133, 66, 1149]
- date-bangla: ২৯ জ্যৈষ্ঠ ১৪৩০: [752, 158, 848, 181]
